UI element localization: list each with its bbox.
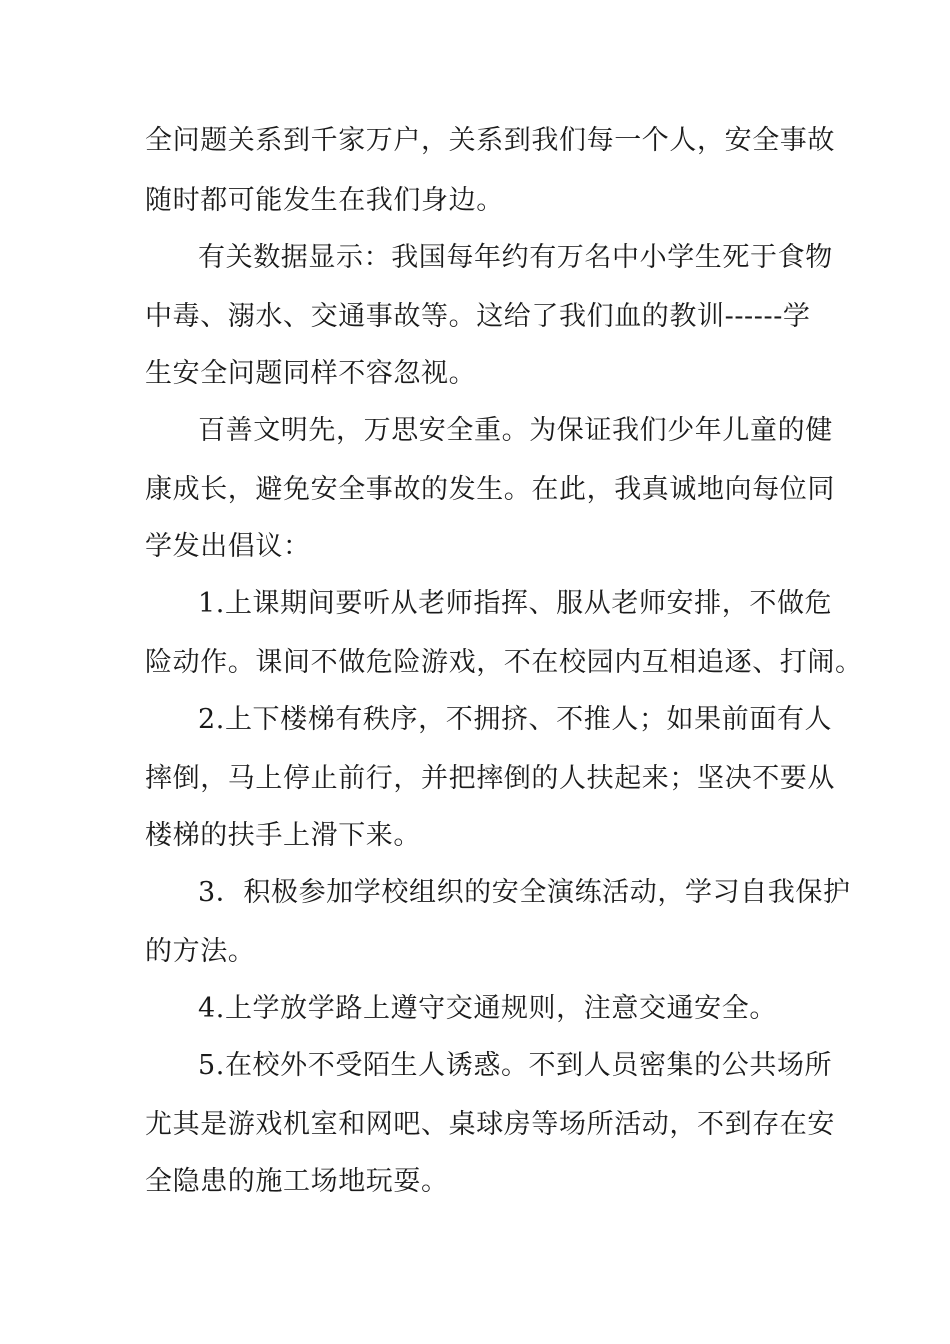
text-line: 1.上课期间要听从老师指挥、服从老师安排，不做危 — [198, 588, 833, 619]
text-line: 全隐患的施工场地玩耍。 — [145, 1166, 449, 1197]
text-line: 险动作。课间不做危险游戏，不在校园内互相追逐、打闹。 — [145, 647, 863, 678]
text-line: 楼梯的扶手上滑下来。 — [145, 820, 421, 851]
text-line: 随时都可能发生在我们身边。 — [145, 185, 504, 216]
text-line: 中毒、溺水、交通事故等。这给了我们血的教训------学 — [145, 301, 811, 332]
text-line: 生安全问题同样不容忽视。 — [145, 358, 477, 389]
text-line: 2.上下楼梯有秩序，不拥挤、不推人；如果前面有人 — [198, 704, 833, 735]
text-line: 学发出倡议： — [145, 531, 311, 562]
text-line: 5.在校外不受陌生人诱惑。不到人员密集的公共场所 — [198, 1050, 833, 1081]
text-line: 全问题关系到千家万户，关系到我们每一个人，安全事故 — [145, 125, 835, 156]
text-line: 摔倒，马上停止前行，并把摔倒的人扶起来；坚决不要从 — [145, 763, 835, 794]
text-line: 的方法。 — [145, 936, 256, 967]
text-line: 康成长，避免安全事故的发生。在此，我真诚地向每位同 — [145, 474, 835, 505]
text-line: 4.上学放学路上遵守交通规则，注意交通安全。 — [198, 993, 777, 1024]
text-line: 有关数据显示：我国每年约有万名中小学生死于食物 — [198, 242, 833, 273]
text-line: 尤其是游戏机室和网吧、桌球房等场所活动，不到存在安 — [145, 1109, 835, 1140]
text-line: 3．积极参加学校组织的安全演练活动，学习自我保护 — [198, 877, 851, 908]
text-line: 百善文明先，万思安全重。为保证我们少年儿童的健 — [198, 415, 833, 446]
